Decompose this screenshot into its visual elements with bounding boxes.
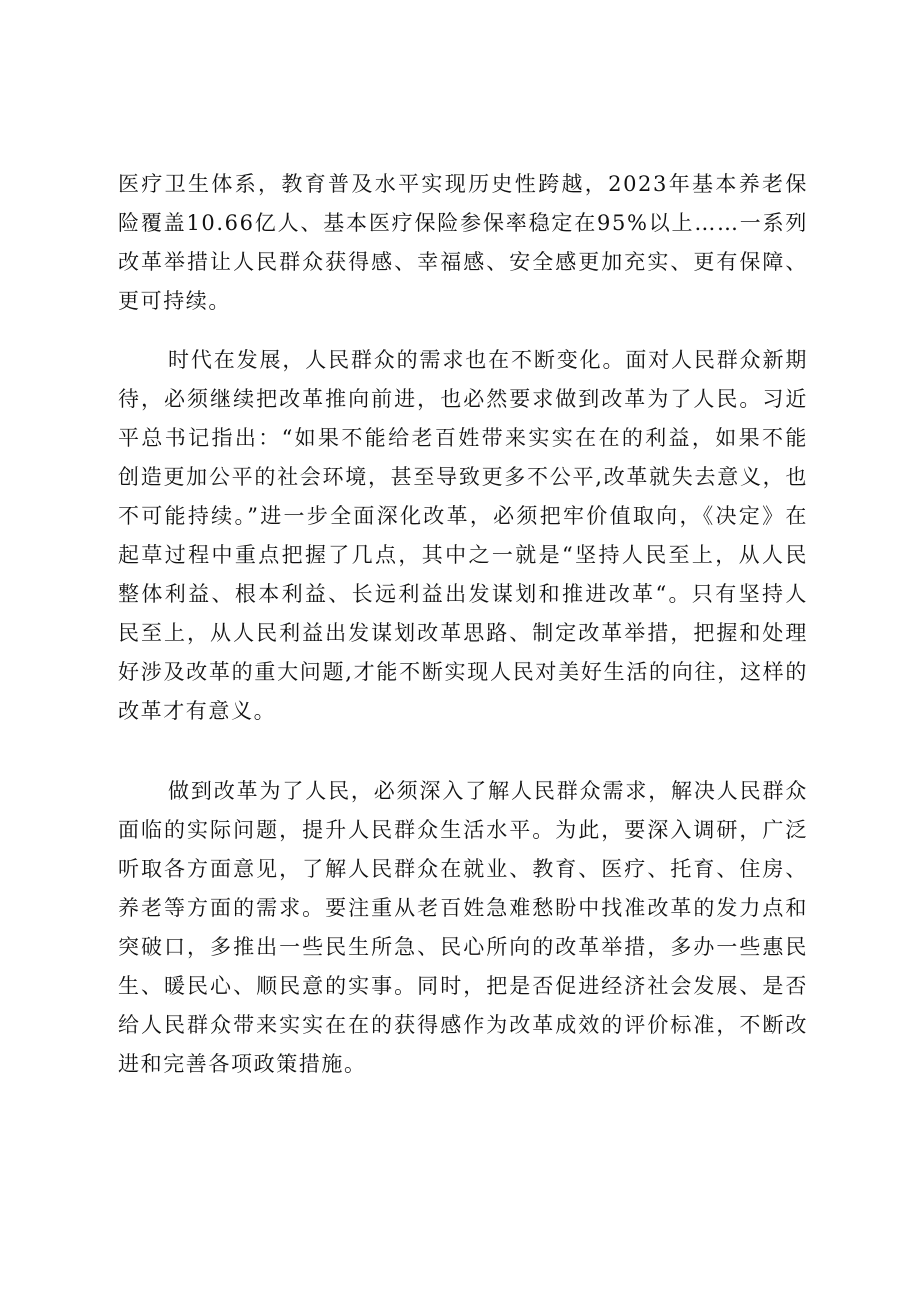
paragraph-2-text: 时代在发展，人民群众的需求也在不断变化。面对人民群众新期待，必须继续把改革推向前进，也必然要求做到改革为了人民。习近平总书记指出：“如果不能给老百姓带来实实在在的利益，如果不能创造更加公平的社会环境，甚至导致更多不公平,改革就失去意义，也不可能持续。”进一步全面深化改革，必须把牢价值取向，《决定》在起草过程中重点把握了几点，其中之一就是“坚持人民至上，从人民整体利益、根本利益、长远利益出发谋划和推进改革“。只有坚持人民至上，从人民利益出发谋划改革思路、制定改革举措，把握和处理好涉及改革的重大问题,才能不断实现人民对美好生活的向往，这样的改革才有意义。	[118, 348, 808, 723]
paragraph-1-text: 医疗卫生体系，教育普及水平实现历史性跨越，2023年基本养老保险覆盖10.66亿人、基本医疗保险参保率稳定在95%以上……一系列改革举措让人民群众获得感、幸福感、安全感更加充实、更有保障、更可持续。	[118, 172, 808, 313]
paragraph-needs-change	[118, 341, 808, 731]
paragraph-3-text: 做到改革为了人民，必须深入了解人民群众需求，解决人民群众面临的实际问题，提升人民群众生活水平。为此，要深入调研，广泛听取各方面意见，了解人民群众在就业、教育、医疗、托育、住房、养老等方面的需求。要注重从老百姓急难愁盼中找准改革的发力点和突破口，多推出一些民生所急、民心所向的改革举措，多办一些惠民生、暖民心、顺民意的实事。同时，把是否促进经济社会发展、是否给人民群众带来实实在在的获得感作为改革成效的评价标准，不断改进和完善各项政策措施。	[118, 779, 808, 1076]
paragraph-continuation	[118, 165, 808, 321]
paragraph-reform-for-people	[118, 772, 808, 1084]
